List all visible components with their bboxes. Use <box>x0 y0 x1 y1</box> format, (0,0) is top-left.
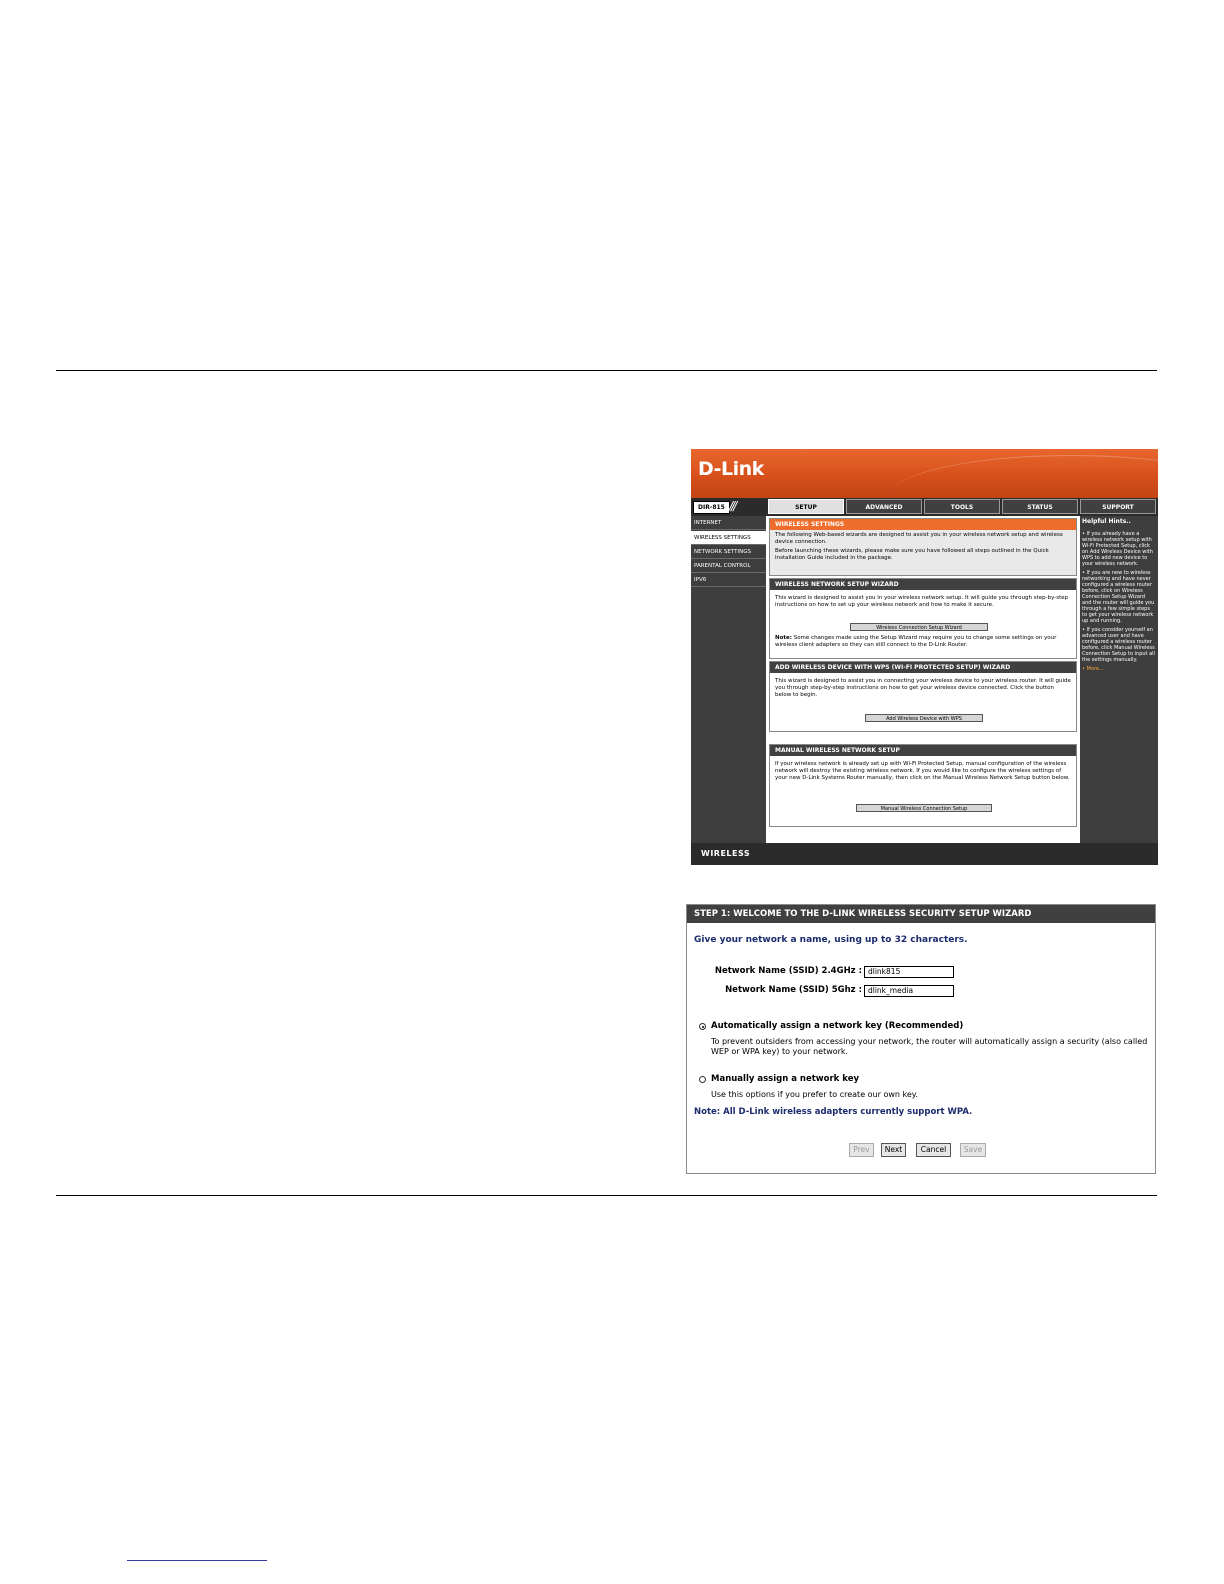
hint-text: If you are new to wireless networking and have never configured a wireless router before, click on Wireless Connection Setup Wizard and the router will guide you through a few simple steps to get your wireless network up and running. <box>1082 570 1155 624</box>
panel-text: Before launching these wizards, please make sure you have followed all steps outlined in the Quick Installation Guide included in the package. <box>775 548 1049 561</box>
more-link[interactable]: • More... <box>1082 666 1104 672</box>
wireless-settings-panel <box>769 518 1077 576</box>
sidebar-item-ipv6[interactable]: IPV6 <box>691 573 766 587</box>
manual-key-description: Use this options if you prefer to create our own key. <box>711 1090 918 1099</box>
tab-setup[interactable]: SETUP <box>768 499 844 514</box>
wireless-connection-setup-wizard-button[interactable]: Wireless Connection Setup Wizard <box>850 623 988 631</box>
dlink-logo: D-Link <box>698 458 764 480</box>
ssid-5ghz-label: Network Name (SSID) 5Ghz : <box>725 985 862 995</box>
wizard-intro: Give your network a name, using up to 32 characters. <box>694 935 968 945</box>
tab-tools[interactable]: TOOLS <box>924 499 1000 514</box>
tab-support[interactable]: SUPPORT <box>1080 499 1156 514</box>
setup-wizard-panel <box>769 578 1077 659</box>
wps-wizard-panel <box>769 661 1077 732</box>
tab-status[interactable]: STATUS <box>1002 499 1078 514</box>
save-button[interactable]: Save <box>960 1143 986 1157</box>
ssid-24ghz-input[interactable]: dlink815 <box>864 966 954 978</box>
note-text: Some changes made using the Setup Wizard may require you to change some settings on your wireless client adapters so they can still connect to the D-Link Router. <box>775 635 1057 648</box>
manual-setup-panel <box>769 744 1077 827</box>
router-setup-screenshot <box>691 449 1158 865</box>
wizard-title: STEP 1: WELCOME TO THE D-LINK WIRELESS SECURITY SETUP WIZARD <box>687 905 1155 923</box>
note-label: Note: <box>775 635 792 641</box>
tab-advanced[interactable]: ADVANCED <box>846 499 922 514</box>
wizard-note: Note: All D-Link wireless adapters currently support WPA. <box>694 1107 973 1117</box>
next-button[interactable]: Next <box>881 1143 906 1157</box>
auto-key-description: To prevent outsiders from accessing your network, the router will automatically assign a security (also called WEP or WPA key) to your network. <box>711 1037 1148 1056</box>
bottom-rule <box>56 1195 1157 1196</box>
sidebar-item-network-settings[interactable]: NETWORK SETTINGS <box>691 545 766 559</box>
hint-text: If you already have a wireless network setup with Wi-Fi Protected Setup, click on Add Wireless Device with WPS to add new device to your wireless network. <box>1082 531 1153 567</box>
panel-title: WIRELESS SETTINGS <box>770 519 1076 530</box>
cancel-button[interactable]: Cancel <box>916 1143 951 1157</box>
sidebar-item-internet[interactable]: INTERNET <box>691 516 766 530</box>
main-content <box>767 516 1079 843</box>
panel-note <box>770 633 1076 651</box>
hint-text: If you consider yourself an advanced user and have configured a wireless router before, click Manual Wireless Connection Setup to input all the settings manually. <box>1082 627 1155 663</box>
panel-text: The following Web-based wizards are designed to assist you in your wireless network setup and wireless device connection. <box>775 532 1063 545</box>
auto-key-radio[interactable] <box>699 1023 706 1030</box>
top-rule <box>56 370 1157 371</box>
helpful-hints-panel <box>1080 516 1158 843</box>
panel-text: If your wireless network is already set up with Wi-Fi Protected Setup, manual configuration of the wireless network will destroy the existing wireless network. If you would like to configure the wireless settings of your new D-Link Systems Router manually, then click on the Manual Wireless Network Setup button below. <box>775 761 1070 781</box>
ssid-24ghz-label: Network Name (SSID) 2.4GHz : <box>714 966 862 976</box>
manual-key-label: Manually assign a network key <box>711 1074 860 1084</box>
hint-item: • If you are new to wireless networking and have never configured a wireless router before, click on Wireless Connection Setup Wizard and the router will guide you through a few simple steps to get your wireless network up and running. <box>1082 570 1155 624</box>
router-footer <box>691 843 1158 865</box>
sidebar-item-wireless-settings[interactable]: WIRELESS SETTINGS <box>691 531 766 545</box>
security-setup-wizard <box>686 904 1156 1174</box>
prev-button[interactable]: Prev <box>849 1143 874 1157</box>
model-label: DIR-815 <box>693 501 730 514</box>
sidebar <box>691 516 766 843</box>
more-link-text: More... <box>1086 666 1104 672</box>
sidebar-item-parental-control[interactable]: PARENTAL CONTROL <box>691 559 766 573</box>
panel-text: This wizard is designed to assist you in connecting your wireless device to your wireless router. It will guide you through step-by-step instructions on how to get your wireless device connected. Click the button below to begin. <box>775 678 1071 698</box>
hints-title: Helpful Hints.. <box>1082 518 1131 525</box>
ssid-5ghz-input[interactable]: dlink_media <box>864 985 954 997</box>
divider-slashes: /// <box>729 499 736 513</box>
manual-key-radio[interactable] <box>699 1076 706 1083</box>
panel-text: This wizard is designed to assist you in your wireless network setup. It will guide you through step-by-step instructions on how to set up your wireless network and how to make it secure. <box>775 595 1069 608</box>
hint-item: • If you already have a wireless network setup with Wi-Fi Protected Setup, click on Add Wireless Device with WPS to add new device to your wireless network. <box>1082 531 1153 567</box>
tab-bar <box>691 498 1158 516</box>
footer-link-underline <box>127 1560 267 1561</box>
panel-title: ADD WIRELESS DEVICE WITH WPS (WI-FI PROTECTED SETUP) WIZARD <box>770 662 1076 673</box>
manual-wireless-connection-setup-button[interactable]: Manual Wireless Connection Setup <box>856 804 992 812</box>
add-wireless-device-with-wps-button[interactable]: Add Wireless Device with WPS <box>865 714 983 722</box>
panel-title: MANUAL WIRELESS NETWORK SETUP <box>770 745 1076 756</box>
auto-key-label: Automatically assign a network key (Recommended) <box>711 1021 964 1031</box>
panel-title: WIRELESS NETWORK SETUP WIZARD <box>770 579 1076 590</box>
footer-label: WIRELESS <box>701 849 751 858</box>
dlink-banner <box>691 449 1158 498</box>
hint-item: • If you consider yourself an advanced user and have configured a wireless router before, click Manual Wireless Connection Setup to input all the settings manually. <box>1082 627 1155 663</box>
